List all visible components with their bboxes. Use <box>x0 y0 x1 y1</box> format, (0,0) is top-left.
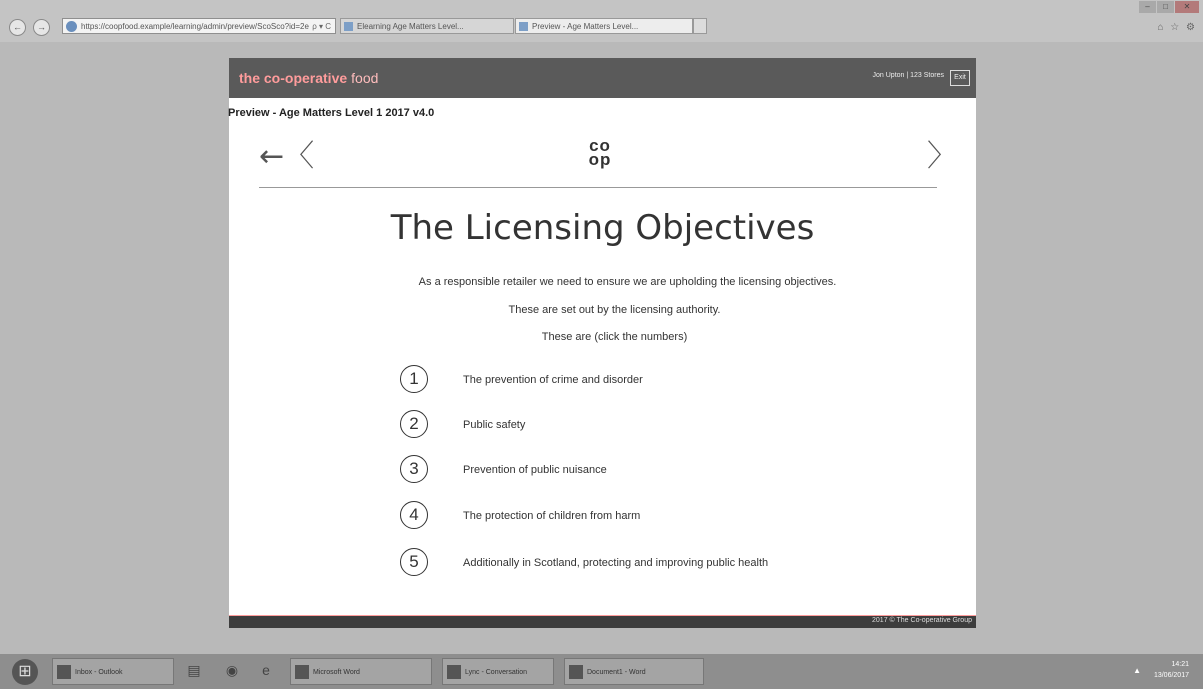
user-info: Jon Upton | 123 Stores <box>872 72 944 79</box>
logo-bottom: op <box>588 150 612 169</box>
new-tab-button[interactable] <box>693 18 707 34</box>
objective-text: Public safety <box>463 419 526 431</box>
tab-page-icon <box>519 22 528 31</box>
objective-text: The protection of children from harm <box>463 510 641 522</box>
divider <box>259 187 937 188</box>
address-bar[interactable] <box>62 18 336 34</box>
address-controls[interactable]: ρ ▾ C <box>312 22 331 31</box>
taskbar-item[interactable] <box>290 658 432 685</box>
logo-top: co <box>589 136 611 155</box>
minimize-button[interactable]: – <box>1139 1 1156 13</box>
page-title: Preview - Age Matters Level 1 2017 v4.0 <box>228 107 435 119</box>
brand-name: the co-operative <box>239 70 348 86</box>
taskbar-item[interactable] <box>442 658 554 685</box>
intro-text: As a responsible retailer we need to ensure we are upholding the licensing objectives. <box>418 276 837 288</box>
intro-text: These are set out by the licensing authority. <box>508 304 721 316</box>
app-icon <box>447 665 461 679</box>
taskbar-item-label: Microsoft Word <box>313 669 360 676</box>
browser-chrome <box>0 0 1203 42</box>
window-controls <box>1139 1 1199 13</box>
clock-date: 13/06/2017 <box>1153 672 1189 679</box>
media-icon[interactable]: ◉ <box>225 662 239 678</box>
file-explorer-icon[interactable]: ▤ <box>187 662 201 678</box>
objective-text: Additionally in Scotland, protecting and improving public health <box>463 557 769 569</box>
app-footer <box>229 615 976 628</box>
footer-text: 2017 © The Co-operative Group <box>872 617 972 624</box>
objective-number-button[interactable]: 2 <box>400 410 428 438</box>
toolbar-icons[interactable]: ⌂ ☆ ⚙ <box>1157 22 1197 33</box>
tab-label: Elearning Age Matters Level... <box>357 22 464 31</box>
taskbar-item-label: Inbox - Outlook <box>75 669 123 676</box>
slide-title: The Licensing Objectives <box>390 208 815 248</box>
objective-text: The prevention of crime and disorder <box>463 374 643 386</box>
taskbar <box>0 654 1203 689</box>
objective-number-button[interactable]: 4 <box>400 501 428 529</box>
page-icon <box>66 21 77 32</box>
taskbar-item-label: Document1 - Word <box>587 669 646 676</box>
objective-number-button[interactable]: 3 <box>400 455 428 483</box>
tab-label: Preview - Age Matters Level... <box>532 22 639 31</box>
tab-preview[interactable] <box>515 18 693 34</box>
coop-logo <box>584 136 616 169</box>
brand-logo <box>239 70 378 86</box>
taskbar-item-label: Lync - Conversation <box>465 669 527 676</box>
maximize-button[interactable]: □ <box>1157 1 1174 13</box>
taskbar-item[interactable] <box>564 658 704 685</box>
start-button[interactable]: ⊞ <box>12 659 38 685</box>
slide-content <box>229 98 976 615</box>
objective-number-button[interactable]: 5 <box>400 548 428 576</box>
clock-time: 14:21 <box>1171 661 1189 668</box>
taskbar-item[interactable] <box>52 658 174 685</box>
ie-browser-icon[interactable]: e <box>262 662 270 678</box>
back-button[interactable]: ← <box>9 19 26 36</box>
close-button[interactable]: ✕ <box>1175 1 1199 13</box>
brand-suffix: food <box>351 70 379 86</box>
forward-button[interactable]: → <box>33 19 50 36</box>
tab-page-icon <box>344 22 353 31</box>
clock[interactable] <box>1154 659 1189 681</box>
app-header <box>229 58 976 98</box>
objective-number-button[interactable]: 1 <box>400 365 428 393</box>
app-icon <box>569 665 583 679</box>
objective-text: Prevention of public nuisance <box>463 464 607 476</box>
intro-text: These are (click the numbers) <box>541 331 688 343</box>
tray-arrow-icon[interactable]: ▲ <box>1133 666 1141 675</box>
tab-elearning[interactable] <box>340 18 514 34</box>
exit-button[interactable]: Exit <box>950 70 970 86</box>
slide-next-button[interactable]: 〉 <box>927 139 957 174</box>
app-icon <box>295 665 309 679</box>
slide-back-button[interactable]: ←〈 <box>259 139 315 174</box>
address-url: https://coopfood.example/learning/admin/preview/ScoSco?id=2e <box>81 22 309 31</box>
app-icon <box>57 665 71 679</box>
